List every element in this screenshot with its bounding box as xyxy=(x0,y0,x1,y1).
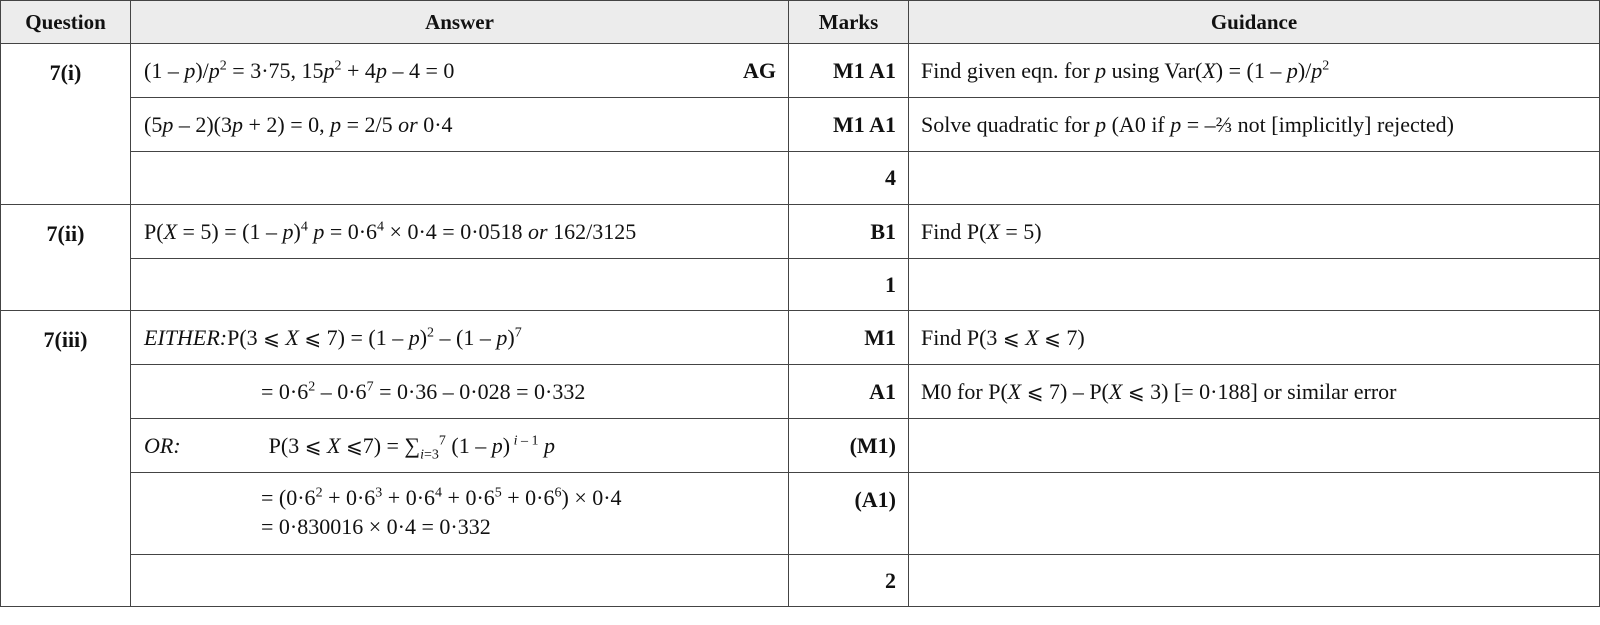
guidance-cell xyxy=(909,152,1600,205)
table-row xyxy=(1,419,1600,473)
guidance-cell: M0 for P(X ⩽ 7) – P(X ⩽ 3) [= 0·188] or similar error xyxy=(909,365,1600,419)
table-row xyxy=(1,365,1600,419)
answer-cell xyxy=(131,473,789,555)
marks-header: Marks xyxy=(789,1,909,44)
marks-cell: M1 xyxy=(789,311,909,365)
marks-cell: B1 xyxy=(789,205,909,259)
answer-cell: OR: P(3 ⩽ X ⩽7) = $\sum_{i=3}^7$ (1 – p) $^{i - 1}$ p xyxy=(131,419,789,473)
guidance-cell: Find given eqn. for p using $Var(X) = (1 - p)/p^2$ xyxy=(909,44,1600,98)
table-row xyxy=(1,311,1600,365)
header-row xyxy=(1,1,1600,44)
guidance-header: Guidance xyxy=(909,1,1600,44)
marks-cell: A1 xyxy=(789,365,909,419)
answer-cell: (5p – 2)(3p + 2) = 0, p = 2/5 or 0·4 xyxy=(131,98,789,152)
table-row xyxy=(1,259,1600,311)
answer-line: = 0·830016 × 0·4 = 0·332 xyxy=(261,514,491,539)
marks-cell: M1 A1 xyxy=(789,44,909,98)
table-row xyxy=(1,152,1600,205)
marks-total: 2 xyxy=(789,555,909,607)
question-label-7i: 7(i) xyxy=(1,44,131,205)
answer-cell xyxy=(131,555,789,607)
answer-text: $(1 - p)/p^2 = 3\cdot 75$, $15p^2 + 4p - 4 = 0$ xyxy=(144,57,455,83)
question-label-7iii: 7(iii) xyxy=(1,311,131,607)
question-label-7ii: 7(ii) xyxy=(1,205,131,311)
table-row xyxy=(1,98,1600,152)
answer-header: Answer xyxy=(131,1,789,44)
ag-label: AG xyxy=(743,57,776,83)
guidance-cell xyxy=(909,555,1600,607)
guidance-cell: Solve quadratic for p (A0 if p = –⅔ not [implicitly] rejected) xyxy=(909,98,1600,152)
table-row xyxy=(1,473,1600,555)
table-row xyxy=(1,44,1600,98)
answer-cell: EITHER:P(3 ⩽ X ⩽ 7) = (1 – p)$^2$ – (1 – p)$^7$ xyxy=(131,311,789,365)
answer-cell xyxy=(131,44,789,98)
marks-cell: M1 A1 xyxy=(789,98,909,152)
marks-cell: (A1) xyxy=(789,473,909,555)
table-row xyxy=(1,555,1600,607)
table-row xyxy=(1,205,1600,259)
marks-total: 4 xyxy=(789,152,909,205)
guidance-cell: Find P(3 ⩽ X ⩽ 7) xyxy=(909,311,1600,365)
guidance-cell xyxy=(909,419,1600,473)
marks-cell: (M1) xyxy=(789,419,909,473)
answer-cell xyxy=(131,259,789,311)
answer-cell xyxy=(131,152,789,205)
question-header: Question xyxy=(1,1,131,44)
marks-total: 1 xyxy=(789,259,909,311)
guidance-cell xyxy=(909,473,1600,555)
answer-cell: = $0\cdot 6^2 - 0\cdot 6^7 = 0\cdot 36 - 0\cdot 028 = 0\cdot 332$ xyxy=(131,365,789,419)
guidance-cell xyxy=(909,259,1600,311)
guidance-cell: Find P(X = 5) xyxy=(909,205,1600,259)
answer-line: = $(0\cdot 6^2 + 0\cdot 6^3 + 0\cdot 6^4 + 0\cdot 6^5 + 0\cdot 6^6) \times 0\cdot 4$ xyxy=(261,485,622,510)
answer-cell: P(X = 5) = (1 – p)$^4$ $p = 0\cdot 6^4 \times 0\cdot 4 = 0\cdot 0518$ or 162/3125 xyxy=(131,205,789,259)
